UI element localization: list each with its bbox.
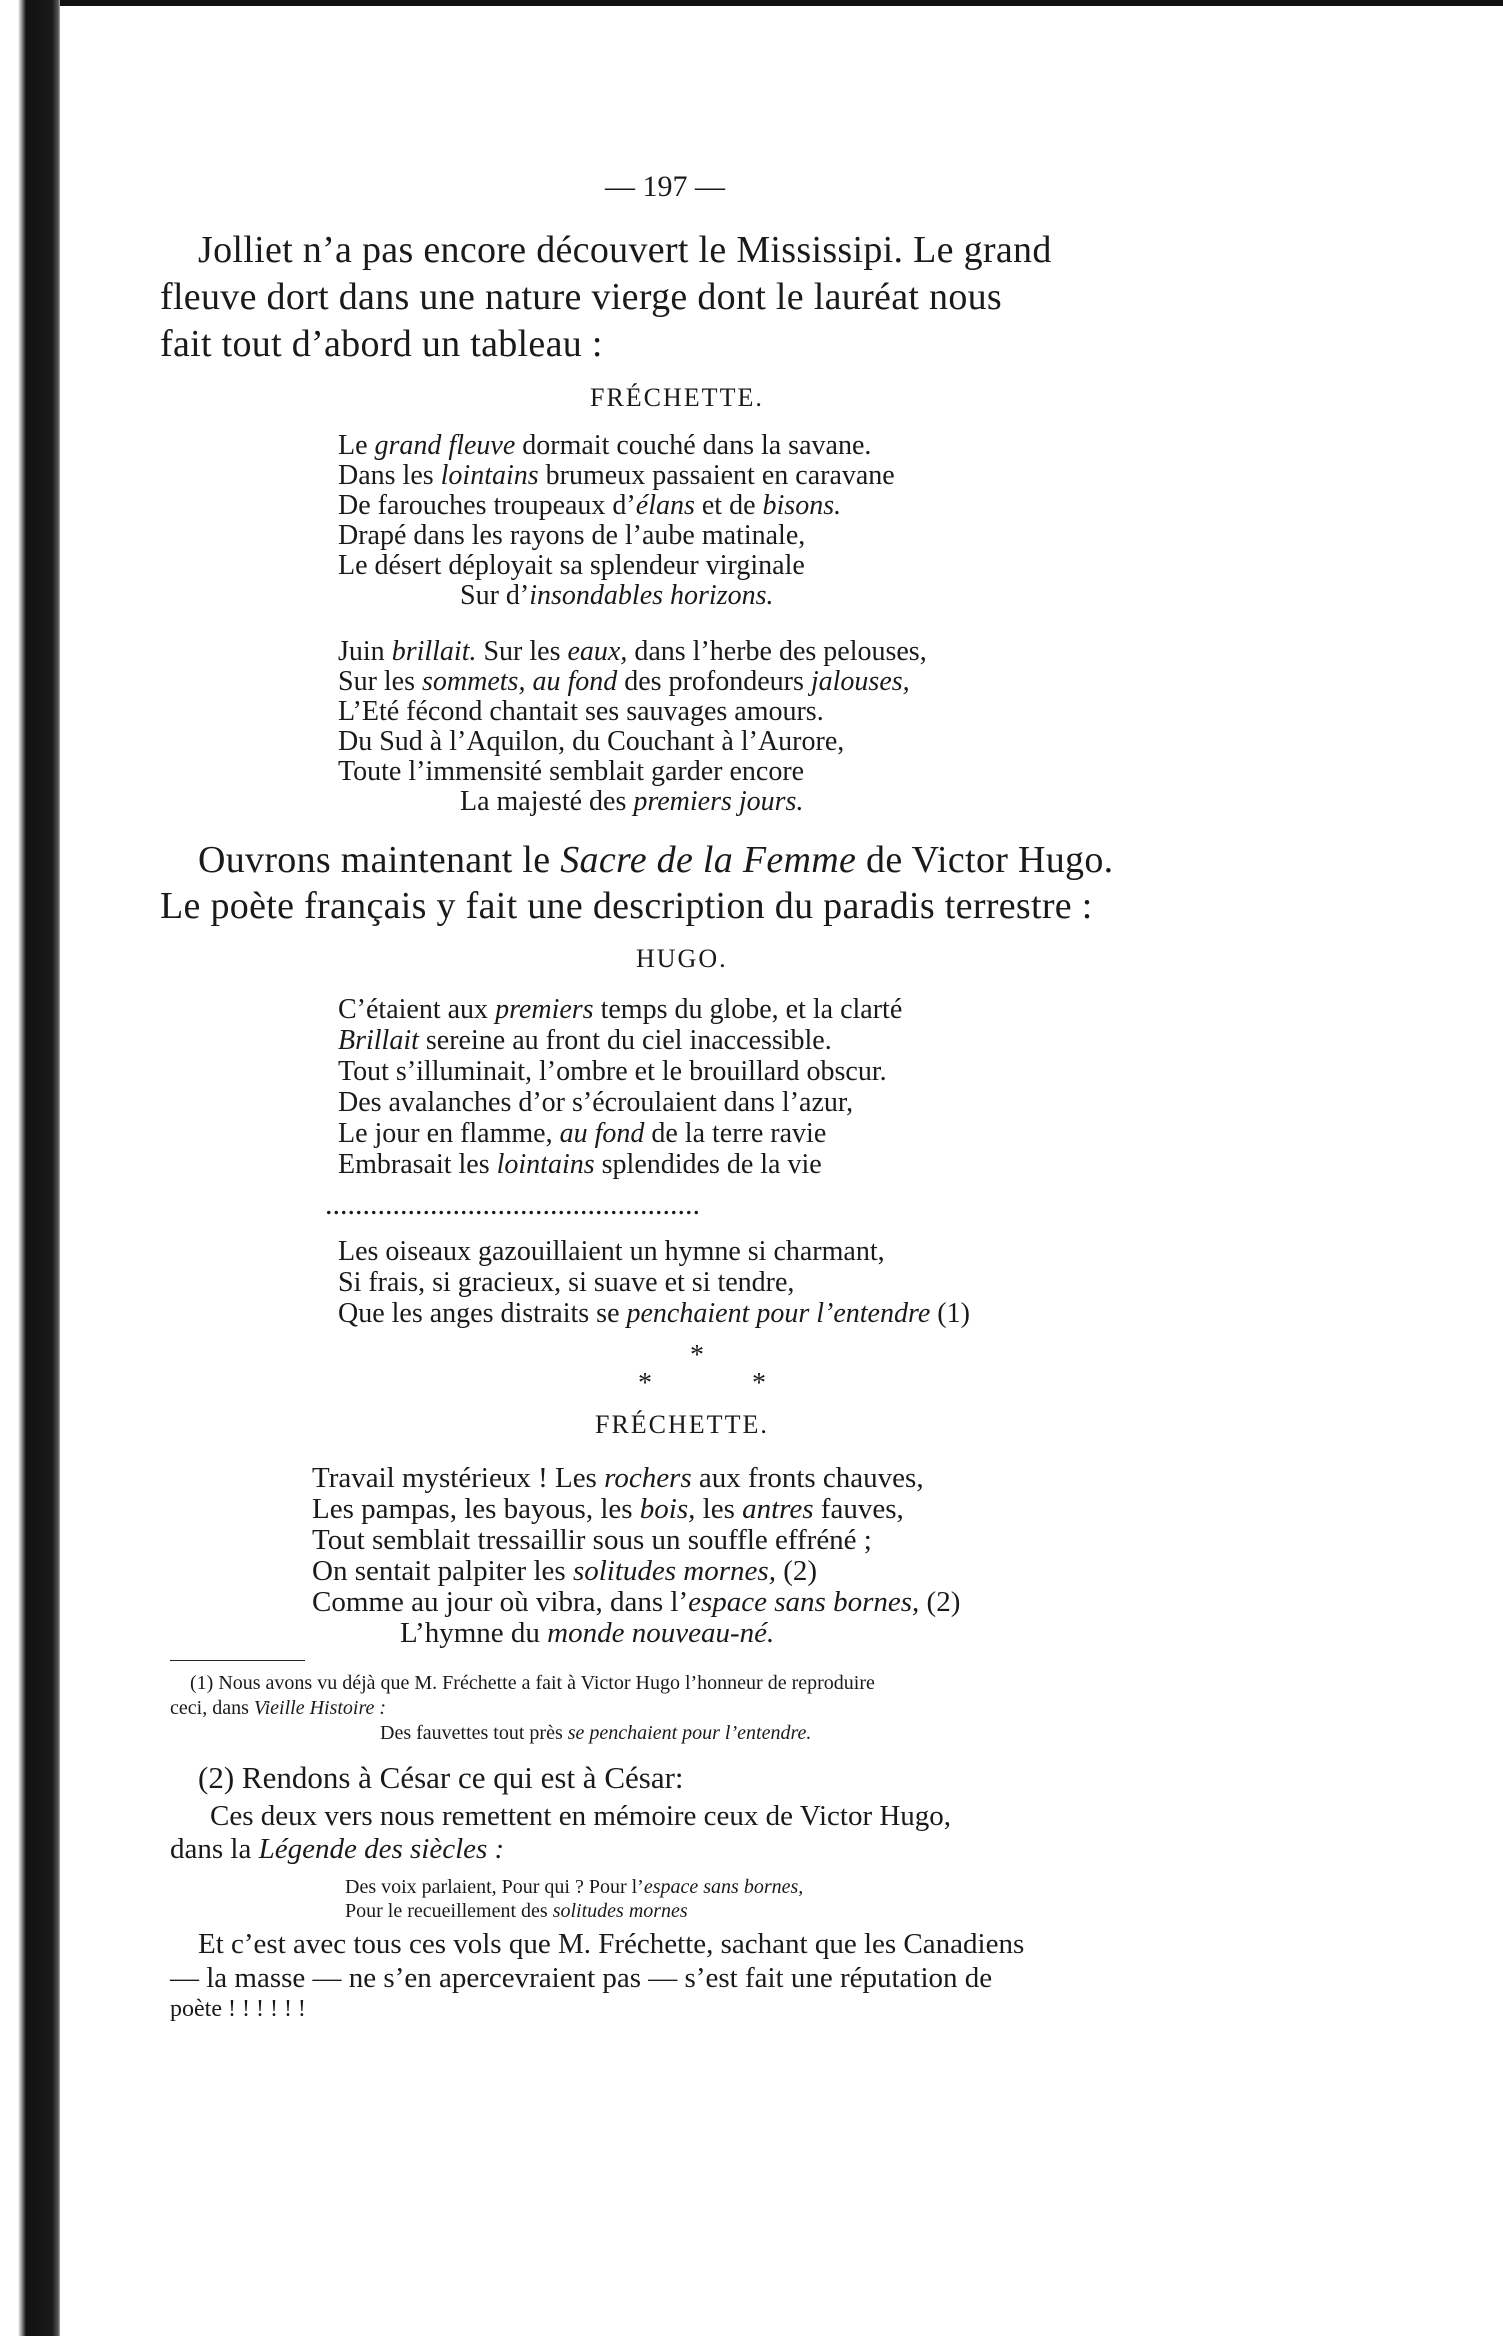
- verse-line: Brillait sereine au front du ciel inaccessible.: [338, 1025, 832, 1056]
- asterism-star: *: [752, 1368, 766, 1399]
- verse-line: On sentait palpiter les solitudes mornes, (2): [312, 1555, 818, 1587]
- verse-line: Comme au jour où vibra, dans l’espace sans bornes, (2): [312, 1586, 961, 1618]
- book-binding-edge: [0, 0, 60, 2336]
- verse-line: Juin brillait. Sur les eaux, dans l’herbe des pelouses,: [338, 636, 927, 667]
- poem-heading: FRÉCHETTE.: [590, 383, 764, 412]
- verse-line: Sur d’insondables horizons.: [460, 580, 774, 611]
- verse-line: Sur les sommets, au fond des profondeurs jalouses,: [338, 666, 910, 697]
- poem-heading: FRÉCHETTE.: [595, 1410, 769, 1439]
- intro-line: fleuve dort dans une nature vierge dont le lauréat nous: [160, 276, 1003, 318]
- poem-heading: HUGO.: [636, 944, 728, 973]
- quote-line: Des voix parlaient, Pour qui ? Pour l’espace sans bornes,: [345, 1876, 804, 1898]
- verse-line: Tout semblait tressaillir sous un souffle effréné ;: [312, 1524, 872, 1556]
- verse-line: Travail mystérieux ! Les rochers aux fronts chauves,: [312, 1462, 924, 1494]
- page-number: — 197 —: [605, 170, 725, 203]
- page-top-border: [60, 0, 1503, 6]
- footnote-line: dans la Légende des siècles :: [170, 1833, 505, 1865]
- verse-line: Les oiseaux gazouillaient un hymne si charmant,: [338, 1236, 885, 1267]
- verse-line: Des avalanches d’or s’écroulaient dans l’azur,: [338, 1087, 854, 1118]
- footnote-rule: [170, 1660, 305, 1661]
- quote-line: Pour le recueillement des solitudes mornes: [345, 1900, 688, 1922]
- closing-line: poète ! ! ! ! ! !: [170, 1996, 306, 2022]
- verse-line: Toute l’immensité semblait garder encore: [338, 756, 805, 787]
- verse-line: Embrasait les lointains splendides de la vie: [338, 1149, 822, 1180]
- verse-line: Du Sud à l’Aquilon, du Couchant à l’Aurore,: [338, 726, 845, 757]
- verse-line: C’étaient aux premiers temps du globe, et la clarté: [338, 994, 903, 1025]
- verse-line: Le désert déployait sa splendeur virginale: [338, 550, 805, 581]
- footnote-line: Ces deux vers nous remettent en mémoire ceux de Victor Hugo,: [210, 1800, 952, 1832]
- intro-line: Jolliet n’a pas encore découvert le Mississipi. Le grand: [198, 229, 1052, 271]
- footnote-line: ceci, dans Vieille Histoire :: [170, 1697, 387, 1719]
- asterism-star: *: [690, 1340, 704, 1371]
- closing-line: — la masse — ne s’en apercevraient pas — s’est fait une réputation de: [170, 1962, 993, 1994]
- middle-line: Le poète français y fait une description du paradis terrestre :: [160, 885, 1093, 927]
- closing-line: Et c’est avec tous ces vols que M. Fréchette, sachant que les Canadiens: [198, 1928, 1025, 1960]
- intro-line: fait tout d’abord un tableau :: [160, 323, 603, 365]
- verse-line: De farouches troupeaux d’élans et de bisons.: [338, 490, 842, 521]
- verse-line: Drapé dans les rayons de l’aube matinale,: [338, 520, 806, 551]
- verse-line: Le grand fleuve dormait couché dans la savane.: [338, 430, 872, 461]
- verse-line: Si frais, si gracieux, si suave et si tendre,: [338, 1267, 795, 1298]
- ellipsis-line: ..................................................: [325, 1188, 700, 1221]
- verse-line: La majesté des premiers jours.: [460, 786, 804, 817]
- verse-line: Dans les lointains brumeux passaient en caravane: [338, 460, 895, 491]
- verse-line: Que les anges distraits se penchaient pour l’entendre (1): [338, 1298, 970, 1329]
- verse-line: Le jour en flamme, au fond de la terre ravie: [338, 1118, 827, 1149]
- asterism-star: *: [638, 1368, 652, 1399]
- verse-line: L’hymne du monde nouveau-né.: [400, 1617, 775, 1649]
- footnote-line: Des fauvettes tout près se penchaient pour l’entendre.: [380, 1722, 812, 1744]
- footnote-title: (2) Rendons à César ce qui est à César:: [198, 1760, 684, 1795]
- middle-line: Ouvrons maintenant le Sacre de la Femme de Victor Hugo.: [198, 839, 1114, 881]
- verse-line: Les pampas, les bayous, les bois, les antres fauves,: [312, 1493, 904, 1525]
- verse-line: L’Eté fécond chantait ses sauvages amours.: [338, 696, 824, 727]
- footnote-line: (1) Nous avons vu déjà que M. Fréchette a fait à Victor Hugo l’honneur de reproduire: [190, 1672, 875, 1694]
- verse-line: Tout s’illuminait, l’ombre et le brouillard obscur.: [338, 1056, 887, 1087]
